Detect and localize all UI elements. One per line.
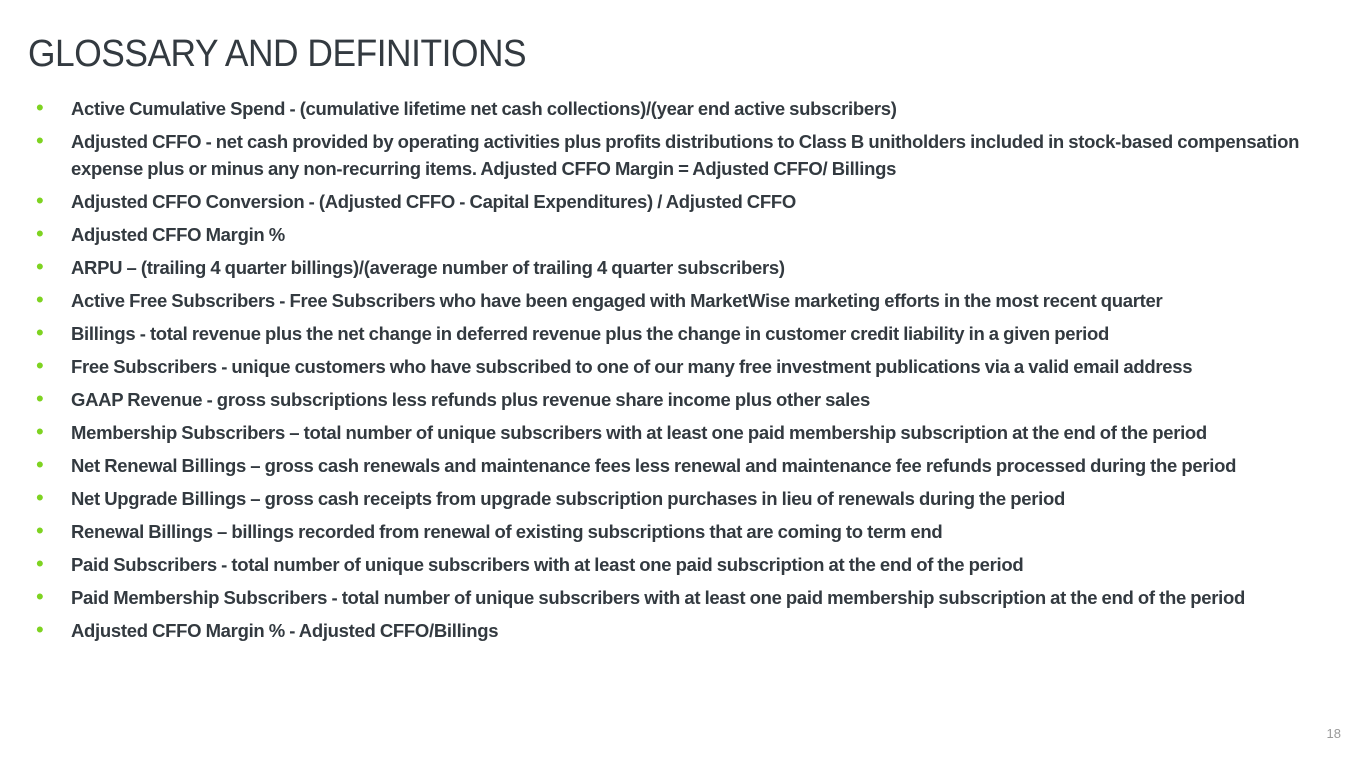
list-item	[36, 95, 1326, 122]
glossary-definition: Adjusted CFFO Margin %	[71, 224, 285, 245]
list-item	[36, 452, 1326, 479]
list-item	[36, 617, 1326, 644]
page-number: 18	[1326, 726, 1341, 741]
bullet-icon: •	[36, 287, 44, 312]
bullet-icon: •	[36, 518, 44, 543]
glossary-definition: GAAP Revenue - gross subscriptions less refunds plus revenue share income plus other sales	[71, 389, 870, 410]
list-item	[36, 419, 1326, 446]
list-item	[36, 188, 1326, 215]
list-item	[36, 320, 1326, 347]
glossary-definition: Active Cumulative Spend - (cumulative lifetime net cash collections)/(year end active subscribers)	[71, 98, 897, 119]
bullet-icon: •	[36, 584, 44, 609]
list-item	[36, 353, 1326, 380]
bullet-icon: •	[36, 617, 44, 642]
list-item	[36, 386, 1326, 413]
glossary-definition: Adjusted CFFO - net cash provided by operating activities plus profits distributions to Class B unitholders included in stock-based compensation expense plus or minus any non-recurring items. Adjusted CFFO Margin = Adjusted CFFO/ Billings	[71, 131, 1300, 179]
list-item	[36, 551, 1326, 578]
bullet-icon: •	[36, 254, 44, 279]
glossary-definition: Paid Membership Subscribers - total number of unique subscribers with at least one paid membership subscription at the end of the period	[71, 587, 1246, 608]
list-item	[36, 287, 1326, 314]
glossary-definition: Net Renewal Billings – gross cash renewals and maintenance fees less renewal and maintenance fee refunds processed during the period	[71, 455, 1237, 476]
list-item	[36, 254, 1326, 281]
list-item	[36, 485, 1326, 512]
glossary-definition: Net Upgrade Billings – gross cash receipts from upgrade subscription purchases in lieu of renewals during the period	[71, 488, 1065, 509]
bullet-icon: •	[36, 353, 44, 378]
bullet-icon: •	[36, 386, 44, 411]
glossary-definition: Membership Subscribers – total number of unique subscribers with at least one paid membership subscription at the end of the period	[71, 422, 1207, 443]
glossary-list	[36, 95, 1326, 650]
bullet-icon: •	[36, 320, 44, 345]
glossary-definition: Paid Subscribers - total number of unique subscribers with at least one paid subscription at the end of the period	[71, 554, 1024, 575]
list-item	[36, 221, 1326, 248]
list-item	[36, 128, 1326, 182]
bullet-icon: •	[36, 221, 44, 246]
glossary-definition: Adjusted CFFO Margin % - Adjusted CFFO/Billings	[71, 620, 499, 641]
glossary-definition: Billings - total revenue plus the net change in deferred revenue plus the change in customer credit liability in a given period	[71, 323, 1109, 344]
list-item	[36, 518, 1326, 545]
list-item	[36, 584, 1326, 611]
glossary-definition: Active Free Subscribers - Free Subscribers who have been engaged with MarketWise marketing efforts in the most recent quarter	[71, 290, 1163, 311]
glossary-definition: ARPU – (trailing 4 quarter billings)/(average number of trailing 4 quarter subscribers)	[71, 257, 785, 278]
bullet-icon: •	[36, 95, 44, 120]
bullet-icon: •	[36, 128, 44, 153]
bullet-icon: •	[36, 188, 44, 213]
glossary-definition: Free Subscribers - unique customers who have subscribed to one of our many free investment publications via a valid email address	[71, 356, 1193, 377]
bullet-icon: •	[36, 452, 44, 477]
bullet-icon: •	[36, 551, 44, 576]
bullet-icon: •	[36, 419, 44, 444]
bullet-icon: •	[36, 485, 44, 510]
page-title: GLOSSARY AND DEFINITIONS	[28, 33, 527, 75]
glossary-definition: Adjusted CFFO Conversion - (Adjusted CFFO - Capital Expenditures) / Adjusted CFFO	[71, 191, 796, 212]
glossary-definition: Renewal Billings – billings recorded from renewal of existing subscriptions that are coming to term end	[71, 521, 943, 542]
